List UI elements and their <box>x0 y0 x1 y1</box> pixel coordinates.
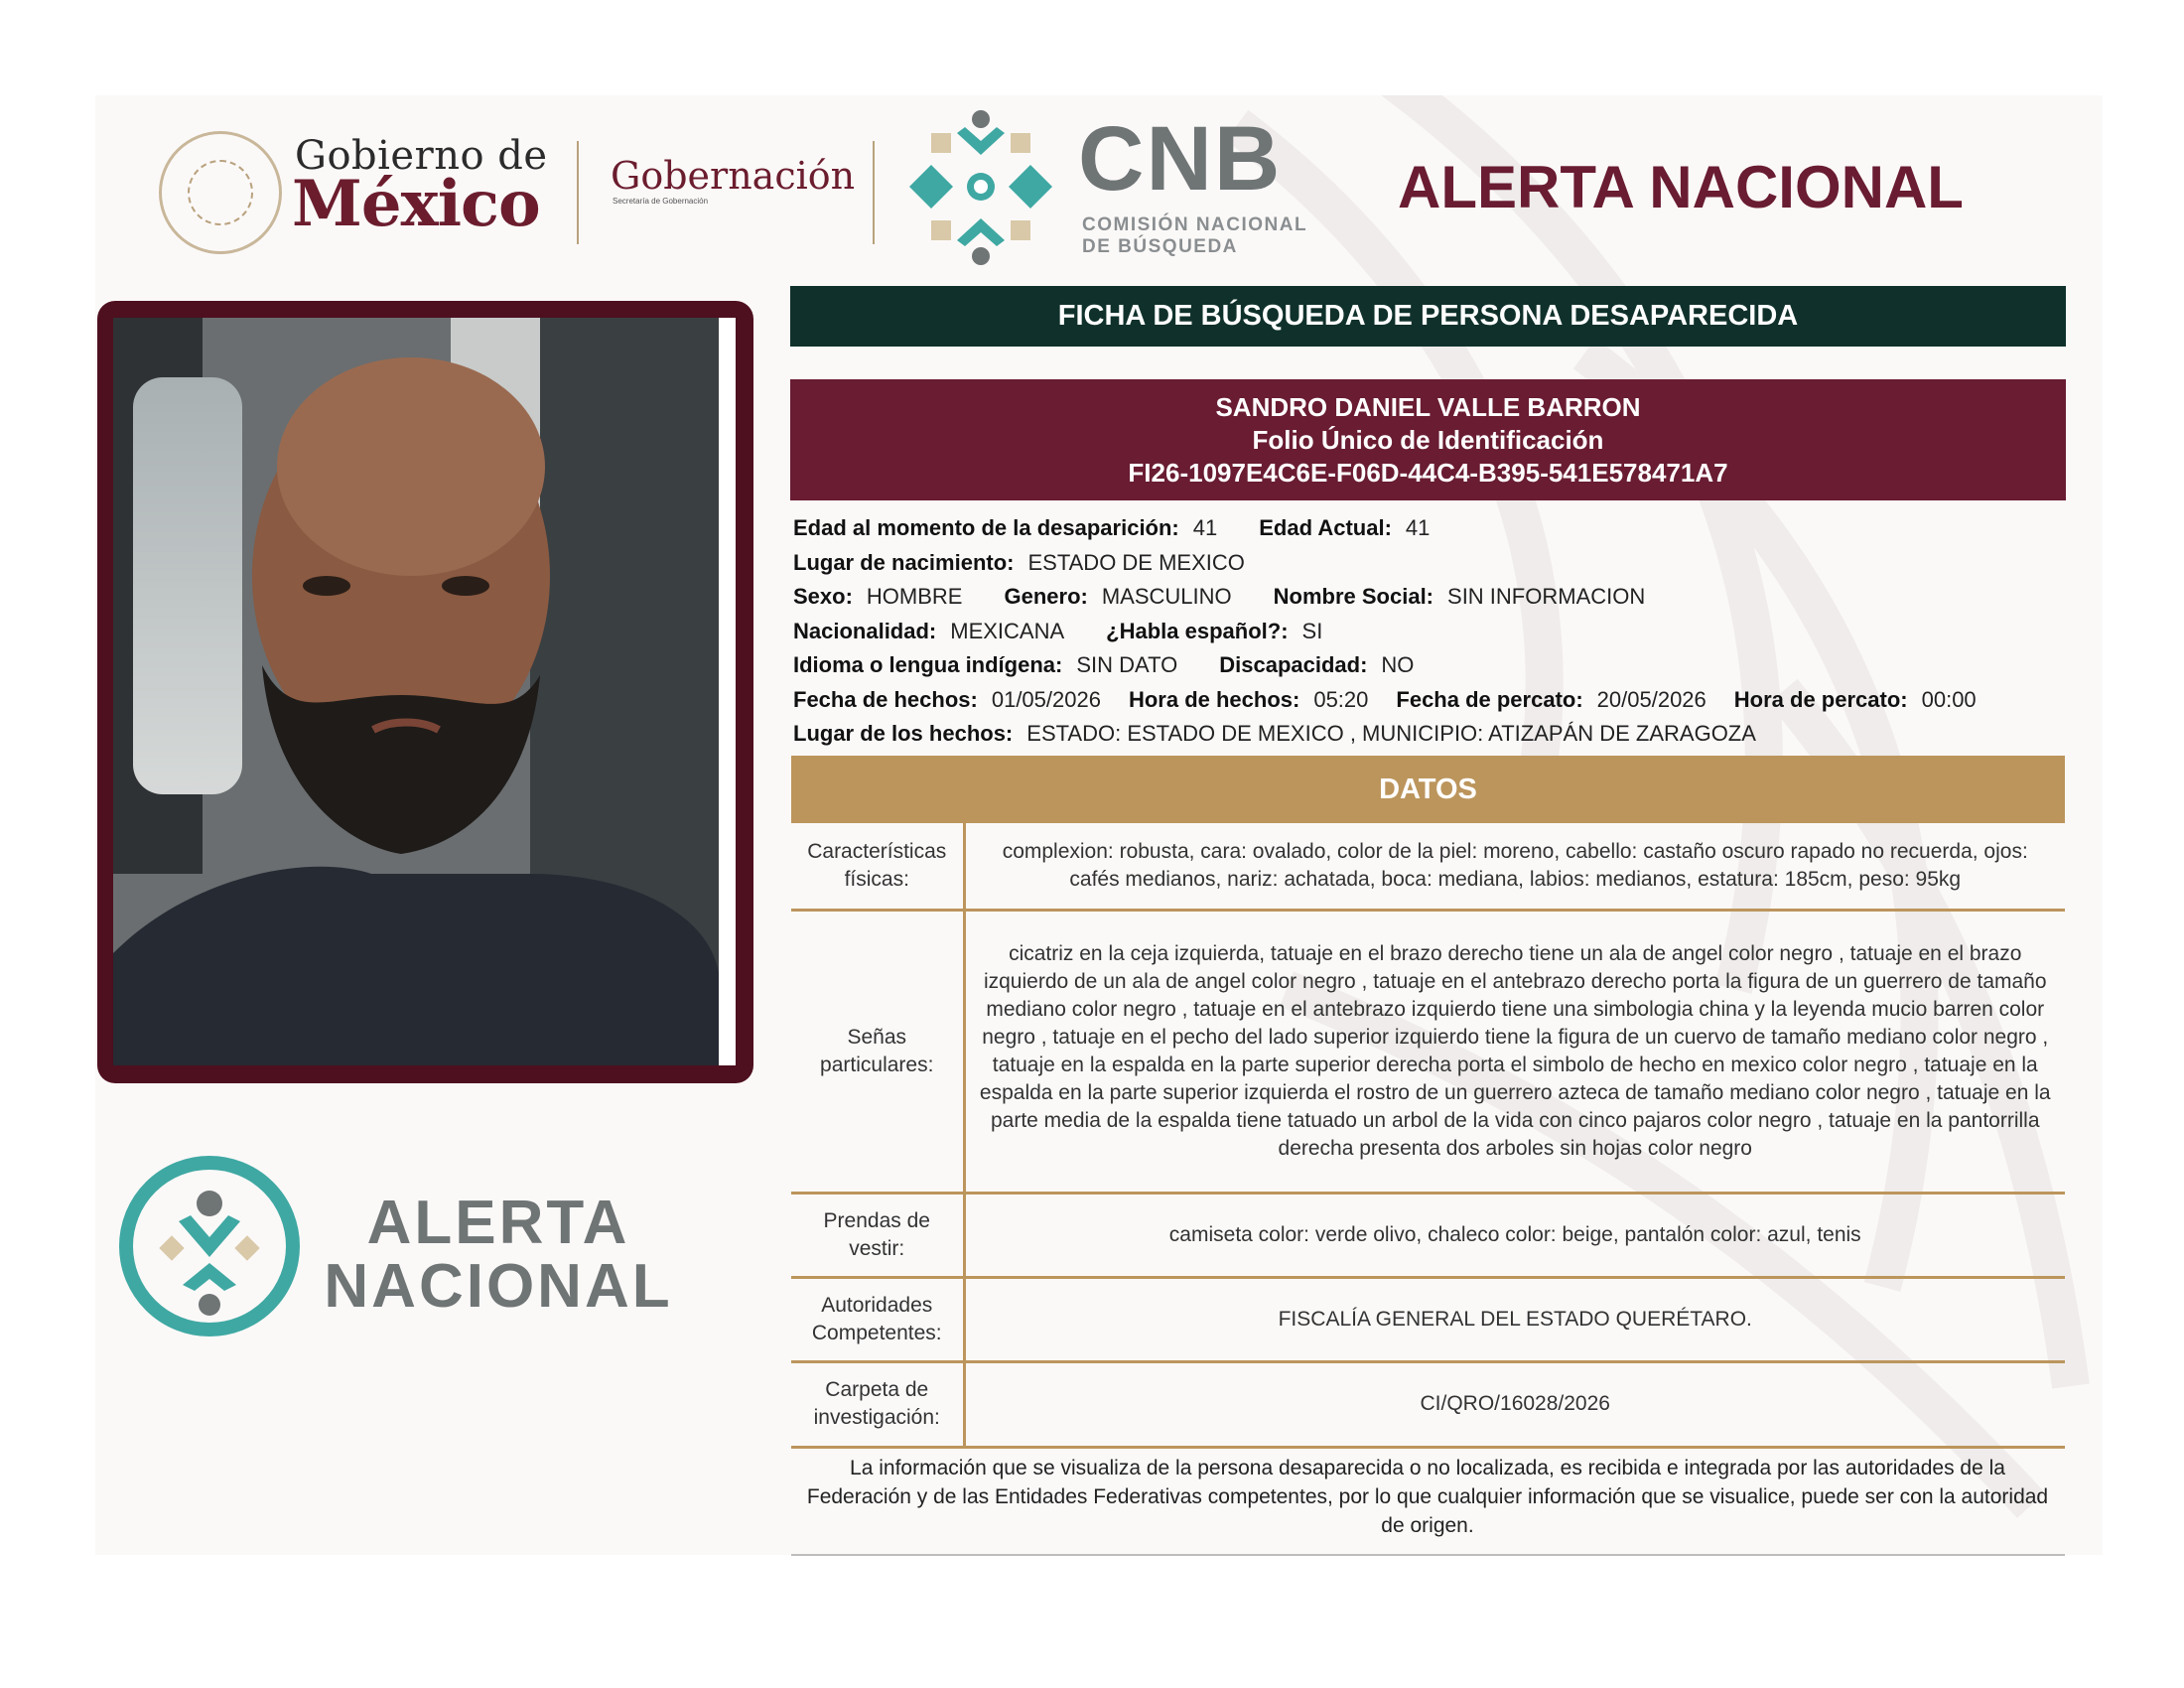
identification-block <box>790 379 2066 500</box>
disclaimer-text: La información que se visualiza de la persona desaparecida o no localizada, es recibida e integrada por las autoridades de la Federación y de las Entidades Federativas competentes, por lo que cualquier información que se visualice, puede ser con la autoridad de origen. <box>806 1457 2049 1537</box>
field-value: SIN INFORMACION <box>1447 584 1646 609</box>
row-label: Prendas de vestir: <box>791 1193 964 1277</box>
field-value: MEXICANA <box>950 618 1065 643</box>
row-label: Señas particulares: <box>791 910 964 1193</box>
field-value: HOMBRE <box>866 584 963 609</box>
field-value: 20/05/2026 <box>1596 686 1706 712</box>
field-label: Fecha de percato: <box>1396 686 1583 712</box>
row-value: CI/QRO/16028/2026 <box>1420 1392 1610 1415</box>
gobierno-de-text: Gobierno de <box>295 133 548 179</box>
person-info <box>793 511 2084 752</box>
field-label: Sexo: <box>793 584 853 609</box>
info-row <box>793 683 2084 718</box>
person-name: SANDRO DANIEL VALLE BARRON <box>1215 392 1641 422</box>
field-label: Discapacidad: <box>1219 652 1368 677</box>
info-row <box>793 717 2084 752</box>
field-value: 41 <box>1192 515 1218 540</box>
header-divider <box>873 141 875 244</box>
cnb-emblem-icon <box>901 107 1060 266</box>
field-label: Lugar de nacimiento: <box>793 549 1015 575</box>
table-row <box>791 1277 2065 1361</box>
field-label: Hora de percato: <box>1733 686 1908 712</box>
national-seal <box>159 131 282 254</box>
field-value: NO <box>1381 652 1415 677</box>
photo-frame <box>97 301 753 1083</box>
mexico-text: México <box>292 167 540 241</box>
row-value: complexion: robusta, cara: ovalado, color de la piel: moreno, cabello: castaño oscuro rapado no recuerda, ojos: cafés medianos, nariz: achatada, boca: mediana, labios: medianos, estatura: 185cm, peso: 95kg <box>1002 839 2028 891</box>
field-value: 01/05/2026 <box>991 686 1101 712</box>
field-label: Fecha de hechos: <box>793 686 978 712</box>
info-row <box>793 615 2084 649</box>
row-label: Autoridades Competentes: <box>791 1277 964 1361</box>
field-label: Genero: <box>1004 584 1088 609</box>
info-row <box>793 546 2084 581</box>
field-label: Edad al momento de la desaparición: <box>793 515 1179 540</box>
field-value: ESTADO DE MEXICO <box>1027 549 1245 575</box>
field-value: 41 <box>1405 515 1431 540</box>
alerta-nacional-wordmark: ALERTA NACIONAL <box>324 1189 673 1321</box>
field-value: 00:00 <box>1921 686 1977 712</box>
table-row <box>791 1361 2065 1447</box>
row-label: Características físicas: <box>791 823 964 910</box>
info-row <box>793 580 2084 615</box>
cnb-subtitle: COMISIÓN NACIONAL DE BÚSQUEDA <box>1082 214 1308 257</box>
person-photo <box>113 318 719 1065</box>
row-value: cicatriz en la ceja izquierda, tatuaje en el brazo derecho tiene un ala de angel color negro , tatuaje en el brazo izquierdo de un ala de angel color negro , tatuaje en el antebrazo derecho porta la figura de un guerrero de tamaño mediano color negro , tatuaje en el antebrazo izquierdo tiene una simbologia china y la leyenda mucio barren color negro , tatuaje en el pecho del lado superior izquierdo tiene la figura de un cuervo de tamaño mediano color negro , tatuaje en la espalda en la parte superior derecha porta el simbolo de hecho en mexico color negro , tatuaje en la espalda en la parte superior izquierda el rostro de un guerrero azteca de tamaño mediano color negro , tatuaje en la parte media de la espalda tiene tatuado un arbol de la vida con cinco pajaros color negro , tatuaje en la pantorrilla derecha presenta dos arboles sin hojas color negro <box>979 941 2051 1160</box>
gobernacion-subtext: Secretaría de Gobernación <box>613 197 709 206</box>
field-label: Lugar de los hechos: <box>793 721 1014 746</box>
folio-label: Folio Único de Identificación <box>1252 425 1604 455</box>
field-value: 05:20 <box>1313 686 1369 712</box>
alerta-nacional-logo-icon <box>117 1154 302 1338</box>
field-value: ESTADO: ESTADO DE MEXICO , MUNICIPIO: ATIZAPÁN DE ZARAGOZA <box>1026 721 1756 746</box>
row-value: camiseta color: verde olivo, chaleco color: beige, pantalón color: azul, tenis <box>1168 1222 1861 1246</box>
field-label: Edad Actual: <box>1259 515 1392 540</box>
datos-header: DATOS <box>791 756 2065 823</box>
field-value: SI <box>1301 618 1323 643</box>
table-row <box>791 1193 2065 1277</box>
info-row <box>793 511 2084 546</box>
datos-table <box>791 823 2065 1449</box>
field-label: Nombre Social: <box>1273 584 1434 609</box>
table-row <box>791 910 2065 1193</box>
alert-title: ALERTA NACIONAL <box>1398 154 1964 220</box>
gobernacion-text: Gobernación <box>611 154 856 198</box>
folio-number: FI26-1097E4C6E-F06D-44C4-B395-541E578471A7 <box>1128 458 1728 488</box>
row-label: Carpeta de investigación: <box>791 1361 964 1447</box>
table-row <box>791 823 2065 910</box>
ficha-title: FICHA DE BÚSQUEDA DE PERSONA DESAPARECIDA <box>790 286 2066 347</box>
field-label: Nacionalidad: <box>793 618 937 643</box>
header-divider <box>577 141 579 244</box>
row-value: FISCALÍA GENERAL DEL ESTADO QUERÉTARO. <box>1278 1307 1752 1331</box>
info-row <box>793 648 2084 683</box>
field-label: Hora de hechos: <box>1128 686 1300 712</box>
field-value: SIN DATO <box>1076 652 1178 677</box>
cnb-wordmark: CNB <box>1078 108 1283 210</box>
footer-divider <box>791 1554 2065 1556</box>
field-label: ¿Habla español?: <box>1106 618 1289 643</box>
field-value: MASCULINO <box>1101 584 1232 609</box>
field-label: Idioma o lengua indígena: <box>793 652 1063 677</box>
